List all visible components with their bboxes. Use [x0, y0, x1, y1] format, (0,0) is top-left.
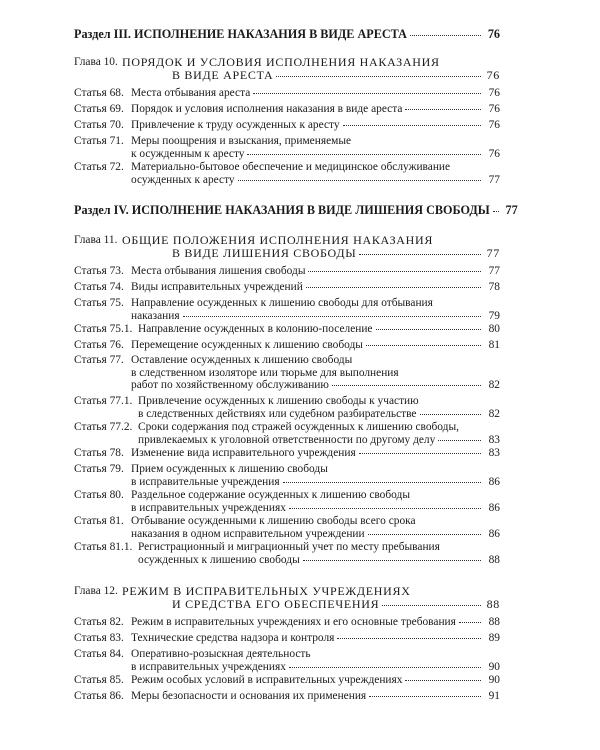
toc-entry-title: Меры безопасности и основания их применения [131, 690, 367, 702]
toc-entry-title: работ по хозяйственному обслуживанию [131, 379, 329, 391]
dot-leader [376, 329, 482, 330]
dot-leader [332, 385, 481, 386]
toc-entry-title: И СРЕДСТВА ЕГО ОБЕСПЕЧЕНИЯ [172, 596, 380, 611]
toc-entry-label: Глава 11. [74, 234, 118, 246]
toc-entry-title: Направление осужденных к лишению свободы для отбывания [131, 297, 433, 309]
dot-leader [183, 316, 481, 317]
toc-page-number: 76 [488, 103, 500, 115]
dot-leader [289, 667, 481, 668]
toc-entry-title: Регистрационный и миграционный учет по месту пребывания [138, 541, 440, 553]
toc-entry-title: Направление осужденных в колонию-поселение [138, 323, 373, 335]
toc-entry-title: ПОРЯДОК И УСЛОВИЯ ИСПОЛНЕНИЯ НАКАЗАНИЯ [122, 55, 440, 69]
toc-page-number: 77 [505, 203, 518, 217]
dot-leader [238, 180, 481, 181]
dot-leader [410, 35, 481, 36]
toc-entry-title: наказания [131, 309, 180, 322]
toc-entry-title: ОБЩИЕ ПОЛОЖЕНИЯ ИСПОЛНЕНИЯ НАКАЗАНИЯ [122, 233, 434, 247]
toc-page-number: 77 [488, 265, 500, 277]
dot-leader [308, 271, 481, 272]
toc-entry-label: Статья 85. [74, 674, 124, 686]
toc-entry-title: РЕЖИМ В ИСПРАВИТЕЛЬНЫХ УЧРЕЖДЕНИЯХ [122, 584, 411, 598]
toc-entry-label: Статья 77.1. [74, 395, 133, 407]
toc-page-number: 76 [488, 119, 500, 131]
toc-entry-label: Глава 10. [74, 56, 118, 68]
dot-leader [359, 254, 481, 255]
toc-entry-label: Статья 70. [74, 119, 124, 131]
dot-leader [276, 76, 481, 77]
toc-entry-title: в исправительных учреждениях [131, 501, 286, 514]
toc-entry-label: Статья 75.1. [74, 323, 133, 335]
toc-page-number: 83 [488, 447, 500, 459]
toc-entry-label: Статья 86. [74, 690, 124, 702]
dot-leader [368, 534, 481, 535]
toc-entry-title: привлекаемых к уголовной ответственности по другому делу [138, 433, 436, 446]
toc-entry-title: в следственных действиях или судебном разбирательстве [138, 407, 417, 420]
toc-page-number: 88 [488, 553, 500, 566]
toc-entry-title: Раздельное содержание осужденных к лишению свободы [131, 489, 410, 501]
toc-page-number: 83 [488, 433, 500, 446]
toc-entry-title: Сроки содержания под стражей осужденных к лишению свободы, [138, 421, 459, 433]
toc-entry-title: Оставление осужденных к лишению свободы [131, 354, 353, 366]
toc-entry-title: Оперативно-розыскная деятельность [131, 648, 311, 660]
toc-page-number: 86 [488, 527, 500, 540]
toc-entry-title: Изменение вида исправительного учреждения [131, 447, 356, 459]
dot-leader [303, 560, 481, 561]
toc-entry-label: Статья 79. [74, 463, 124, 475]
toc-page-number: 81 [488, 339, 500, 351]
toc-entry-title: осужденных к лишению свободы [138, 553, 300, 566]
toc-page-number: 78 [488, 281, 500, 293]
toc-entry-title: Перемещение осужденных к лишению свободы [131, 339, 363, 351]
toc-page-number: 89 [488, 632, 500, 644]
toc-entry-label: Статья 83. [74, 632, 124, 644]
toc-entry-label: Статья 81.1. [74, 541, 133, 553]
dot-leader [359, 453, 481, 454]
toc-entry-label: Статья 68. [74, 87, 124, 99]
toc-entry-label: Статья 77.2. [74, 421, 133, 433]
toc-page-number: 76 [487, 27, 500, 41]
toc-entry-title: Привлечение осужденных к лишению свободы к участию [138, 395, 419, 407]
toc-entry-label: Статья 82. [74, 616, 124, 628]
toc-entry-title: Порядок и условия исполнения наказания в виде ареста [131, 103, 403, 115]
toc-entry-label: Статья 78. [74, 447, 124, 459]
dot-leader [420, 414, 482, 415]
dot-leader [369, 696, 481, 697]
toc-entry-title: В ВИДЕ АРЕСТА [172, 67, 274, 82]
toc-entry-title: Места отбывания лишения свободы [131, 265, 306, 277]
dot-leader [459, 622, 481, 623]
toc-page-number: 86 [488, 501, 500, 514]
toc-entry-title: осужденных к аресту [131, 173, 235, 186]
toc-entry-title: к осужденным к аресту [131, 147, 245, 160]
toc-page-number: 76 [486, 67, 500, 82]
toc-page-number: 91 [488, 690, 500, 702]
toc-entry-title: в следственном изоляторе или тюрьме для выполнения [131, 366, 399, 379]
toc-page-number: 77 [488, 173, 500, 186]
dot-leader [405, 680, 481, 681]
toc-page-number: 90 [488, 674, 500, 686]
toc-page-number: 76 [488, 87, 500, 99]
toc-entry-title: Раздел III. ИСПОЛНЕНИЕ НАКАЗАНИЯ В ВИДЕ АРЕСТА [74, 27, 407, 41]
dot-leader [247, 154, 481, 155]
dot-leader [253, 93, 481, 94]
toc-entry-title: Материально-бытовое обеспечение и медицинское обслуживание [131, 161, 451, 173]
toc-entry-title: в исправительные учреждения [131, 475, 280, 488]
toc-page-number: 88 [486, 596, 500, 611]
toc-page-number: 80 [488, 323, 500, 335]
toc-page-number: 76 [488, 147, 500, 160]
toc-page-number: 88 [488, 616, 500, 628]
toc-entry-title: Раздел IV. ИСПОЛНЕНИЕ НАКАЗАНИЯ В ВИДЕ ЛИШЕНИЯ СВОБОДЫ [74, 203, 490, 217]
toc-entry-label: Глава 12. [74, 585, 118, 597]
toc-entry-title: Технические средства надзора и контроля [131, 632, 335, 644]
toc-entry-title: Меры поощрения и взыскания, применяемые [131, 135, 352, 147]
toc-entry-label: Статья 72. [74, 161, 124, 173]
toc-entry-label: Статья 84. [74, 648, 124, 660]
toc-entry-label: Статья 77. [74, 354, 124, 366]
toc-entry-label: Статья 73. [74, 265, 124, 277]
toc-entry-title: В ВИДЕ ЛИШЕНИЯ СВОБОДЫ [172, 245, 357, 260]
toc-entry-title: Места отбывания ареста [131, 87, 251, 99]
toc-entry-label: Статья 76. [74, 339, 124, 351]
toc-entry-title: Прием осужденных к лишению свободы [131, 463, 328, 475]
toc-entry-title: Отбывание осужденными к лишению свободы всего срока [131, 515, 416, 527]
dot-leader [493, 211, 499, 212]
dot-leader [438, 440, 481, 441]
toc-entry-label: Статья 71. [74, 135, 124, 147]
toc-page-number: 90 [488, 660, 500, 673]
toc-page-number: 79 [488, 309, 500, 322]
dot-leader [343, 125, 481, 126]
toc-entry-title: в исправительных учреждениях [131, 660, 286, 673]
toc-page-number: 82 [488, 379, 500, 391]
toc-entry-label: Статья 69. [74, 103, 124, 115]
dot-leader [405, 109, 481, 110]
toc-entry-label: Статья 80. [74, 489, 124, 501]
toc-entry-label: Статья 74. [74, 281, 124, 293]
toc-entry-title: Режим в исправительных учреждениях и его основные требования [131, 616, 456, 628]
toc-entry-label: Статья 75. [74, 297, 124, 309]
toc-entry-title: Привлечение к труду осужденных к аресту [131, 119, 340, 131]
dot-leader [289, 508, 481, 509]
dot-leader [283, 482, 481, 483]
toc-page-number: 77 [486, 245, 500, 260]
dot-leader [382, 605, 481, 606]
toc-page-number: 86 [488, 475, 500, 488]
toc-entry-label: Статья 81. [74, 515, 124, 527]
toc-entry-title: Виды исправительных учреждений [131, 281, 303, 293]
toc-page-number: 82 [488, 407, 500, 420]
dot-leader [337, 638, 481, 639]
dot-leader [306, 287, 481, 288]
toc-entry-title: Режим особых условий в исправительных учреждениях [131, 674, 403, 686]
toc-entry-title: наказания в одном исправительном учреждении [131, 527, 365, 540]
dot-leader [366, 345, 481, 346]
